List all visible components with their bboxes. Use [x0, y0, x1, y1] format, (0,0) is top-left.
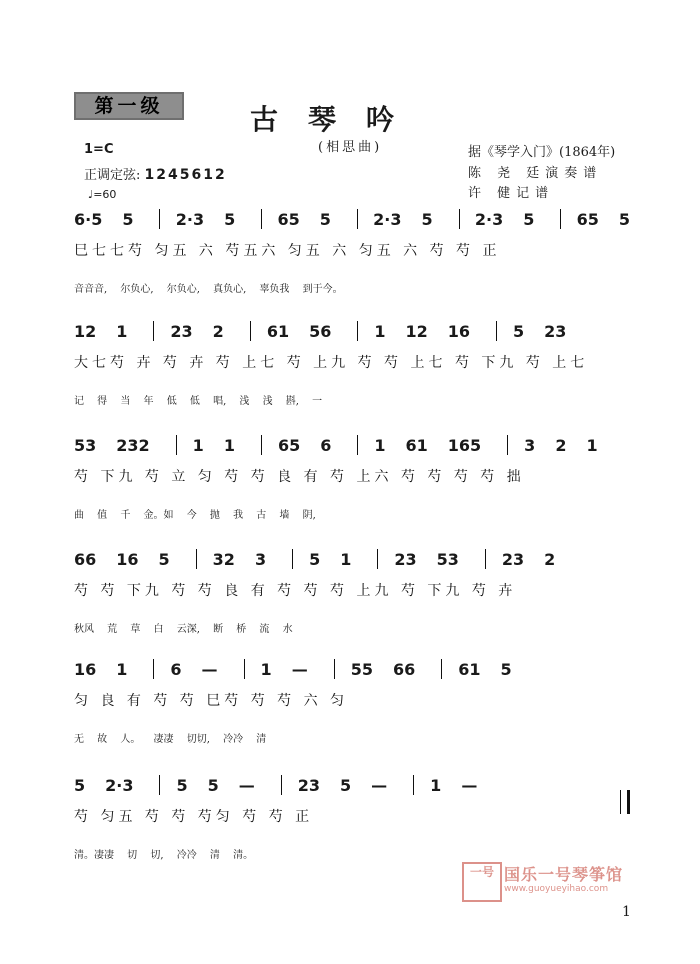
source-credit: 据《琴学入门》(1864年) [468, 145, 616, 160]
barline [159, 775, 160, 795]
jianpu-note: 53 [436, 549, 459, 569]
jianpu-note: 1 [192, 435, 204, 455]
jianpu-note: · 12 [403, 322, 429, 341]
jianpu-note: · 1 [259, 660, 274, 679]
lyrics-row: 秋风 荒 草 白 云深, 断 桥 流 水 [74, 624, 293, 635]
jianpu-note: · 5 [338, 776, 353, 795]
jianpu-note: · 5 [222, 210, 237, 229]
notation-row [72, 772, 642, 798]
jianpu-note: · 66 [391, 660, 417, 679]
lyrics-row: 曲 值 千 金。如 今 抛 我 古 墙 阴, [74, 510, 316, 521]
jianpu-note: · 2·3 [103, 776, 135, 795]
jianpu-note: 53 [74, 435, 97, 455]
tuning-label: 正调定弦: [84, 168, 141, 183]
jianzi-tablature-row: 巳七七芍 匀五 六 芍五六 匀五 六 匀五 六 芍 芍 正 [74, 243, 501, 259]
jianpu-note: — [238, 775, 255, 795]
jianpu-note: 1 [223, 435, 235, 455]
notation-row [72, 432, 642, 458]
barline [196, 549, 197, 569]
jianpu-note: — [461, 775, 478, 795]
jianpu-note: 32 [212, 549, 235, 569]
jianpu-note: · 61 [404, 436, 430, 455]
jianpu-note: · 2 [211, 322, 226, 341]
site-watermark [462, 862, 642, 898]
piece-subtitle: (相思曲) [318, 140, 383, 155]
jianpu-note: 5 [309, 549, 321, 569]
jianpu-note: · 5 [498, 660, 513, 679]
jianpu-note: · 61 [265, 322, 291, 341]
lyrics-row: 无 故 人。 凄凄 切切, 冷冷 清 [74, 734, 267, 745]
jianpu-note: 5 [513, 321, 525, 341]
barline [250, 321, 251, 341]
notation-row [72, 546, 642, 572]
jianpu-note: — [201, 659, 218, 679]
jianpu-note: 3 [524, 435, 536, 455]
jianpu-note: · 5 [617, 210, 632, 229]
jianpu-note: · 2·3 [473, 210, 505, 229]
watermark-text: 国乐一号琴筝馆 [504, 865, 624, 884]
notation-row [72, 206, 642, 232]
key-signature: 1=C [84, 142, 114, 157]
barline [413, 775, 414, 795]
notation-row [72, 656, 642, 682]
jianpu-note: 6 [320, 435, 332, 455]
barline [244, 659, 245, 679]
jianpu-note: 3 [254, 549, 267, 569]
jianpu-note: · 55 [349, 660, 375, 679]
jianpu-note: · 23 [542, 322, 568, 341]
jianpu-note: · 16 [114, 550, 140, 569]
watermark-url: www.guoyueyihao.com [504, 884, 609, 894]
jianpu-note: · 6·5 [72, 210, 104, 229]
jianpu-note: 16 [447, 321, 471, 341]
jianpu-note: · 2·3 [174, 210, 206, 229]
performer-credit: 陈 尧 廷演奏谱 [468, 166, 603, 181]
jianpu-note: · 5 [521, 210, 536, 229]
final-barline [620, 790, 630, 814]
jianpu-note: 16 [74, 659, 97, 679]
tuning-line [84, 164, 227, 183]
barline [507, 435, 508, 455]
jianpu-note: · 61 [456, 660, 482, 679]
jianpu-note: · 5 [174, 776, 189, 795]
jianpu-note: · 23 [296, 776, 322, 795]
barline [496, 321, 497, 341]
jianpu-note: · 1 [428, 776, 443, 795]
jianpu-note: 1 [374, 321, 386, 341]
jianpu-note: · 5 [419, 210, 434, 229]
jianpu-note: · 12 [72, 322, 98, 341]
jianpu-note: · 23 [392, 550, 418, 569]
jianpu-note: 1 [586, 435, 598, 455]
lyrics-row: 清。凄凄 切 切, 冷冷 清 清。 [74, 850, 254, 861]
jianpu-note: · 5 [318, 210, 333, 229]
jianpu-note: — [371, 775, 388, 795]
jianpu-note: 1 [116, 659, 128, 679]
jianzi-tablature-row: 芍 芍 下九 芍 芍 良 有 芍 芍 芍 上九 芍 下九 芍 卉 [74, 583, 517, 599]
barline [377, 549, 378, 569]
barline [441, 659, 442, 679]
barline [153, 321, 154, 341]
barline [176, 435, 177, 455]
jianpu-note: · 65 [275, 210, 301, 229]
jianpu-note: 56 [309, 321, 332, 341]
tuning-notes: 1245612 [144, 167, 227, 183]
jianpu-note: · 65 [575, 210, 601, 229]
page-number: 1 [622, 904, 631, 920]
barline [357, 435, 358, 455]
jianpu-note: 1 [374, 435, 386, 455]
jianpu-note: 6 [170, 659, 182, 679]
jianpu-note: · 5 [120, 210, 135, 229]
jianpu-note: · 5 [206, 776, 221, 795]
notation-row [72, 318, 642, 344]
jianpu-note: 2 [555, 435, 567, 455]
jianpu-note: · 1 [338, 550, 353, 569]
barline [357, 321, 358, 341]
jianzi-tablature-row: 芍 匀五 芍 芍 芍匀 芍 芍 正 [74, 809, 314, 825]
barline [485, 549, 486, 569]
piece-title: 古琴吟 [250, 103, 425, 136]
lyrics-row: 音音音, 尔负心, 尔负心, 真负心, 辜负我 到于今。 [74, 284, 343, 295]
jianpu-note: — [291, 659, 308, 679]
jianpu-note: · 165 [446, 436, 483, 455]
jianpu-note: · 5 [72, 776, 87, 795]
jianpu-note: · 65 [276, 436, 302, 455]
jianpu-note: · 1 [114, 322, 129, 341]
jianzi-tablature-row: 大七芍 卉 芍 卉 芍 上七 芍 上九 芍 芍 上七 芍 下九 芍 上七 [74, 355, 589, 371]
barline [292, 549, 293, 569]
barline [281, 775, 282, 795]
jianpu-note: 66 [74, 549, 97, 569]
barline [334, 659, 335, 679]
jianpu-note: 5 [158, 549, 170, 569]
jianzi-tablature-row: 匀 良 有 芍 芍 巳芍 芍 芍 六 匀 [74, 693, 349, 709]
barline [261, 435, 262, 455]
watermark-seal-logo: 一号 [462, 862, 502, 902]
jianpu-note: · 2·3 [371, 210, 403, 229]
jianpu-note: · 23 [168, 322, 194, 341]
lyrics-row: 记 得 当 年 低 低 唱, 浅 浅 斟, 一 [74, 396, 323, 407]
tempo-marking: ♩=60 [88, 188, 117, 201]
level-badge: 第一级 [74, 92, 184, 120]
jianpu-note: 232 [116, 435, 150, 455]
transcriber-credit: 许 健记谱 [468, 186, 555, 201]
jianpu-note: · 23 [500, 550, 526, 569]
barline [153, 659, 154, 679]
jianpu-note: 2 [544, 549, 556, 569]
jianzi-tablature-row: 芍 下九 芍 立 匀 芍 芍 良 有 芍 上六 芍 芍 芍 芍 拙 [74, 469, 525, 485]
